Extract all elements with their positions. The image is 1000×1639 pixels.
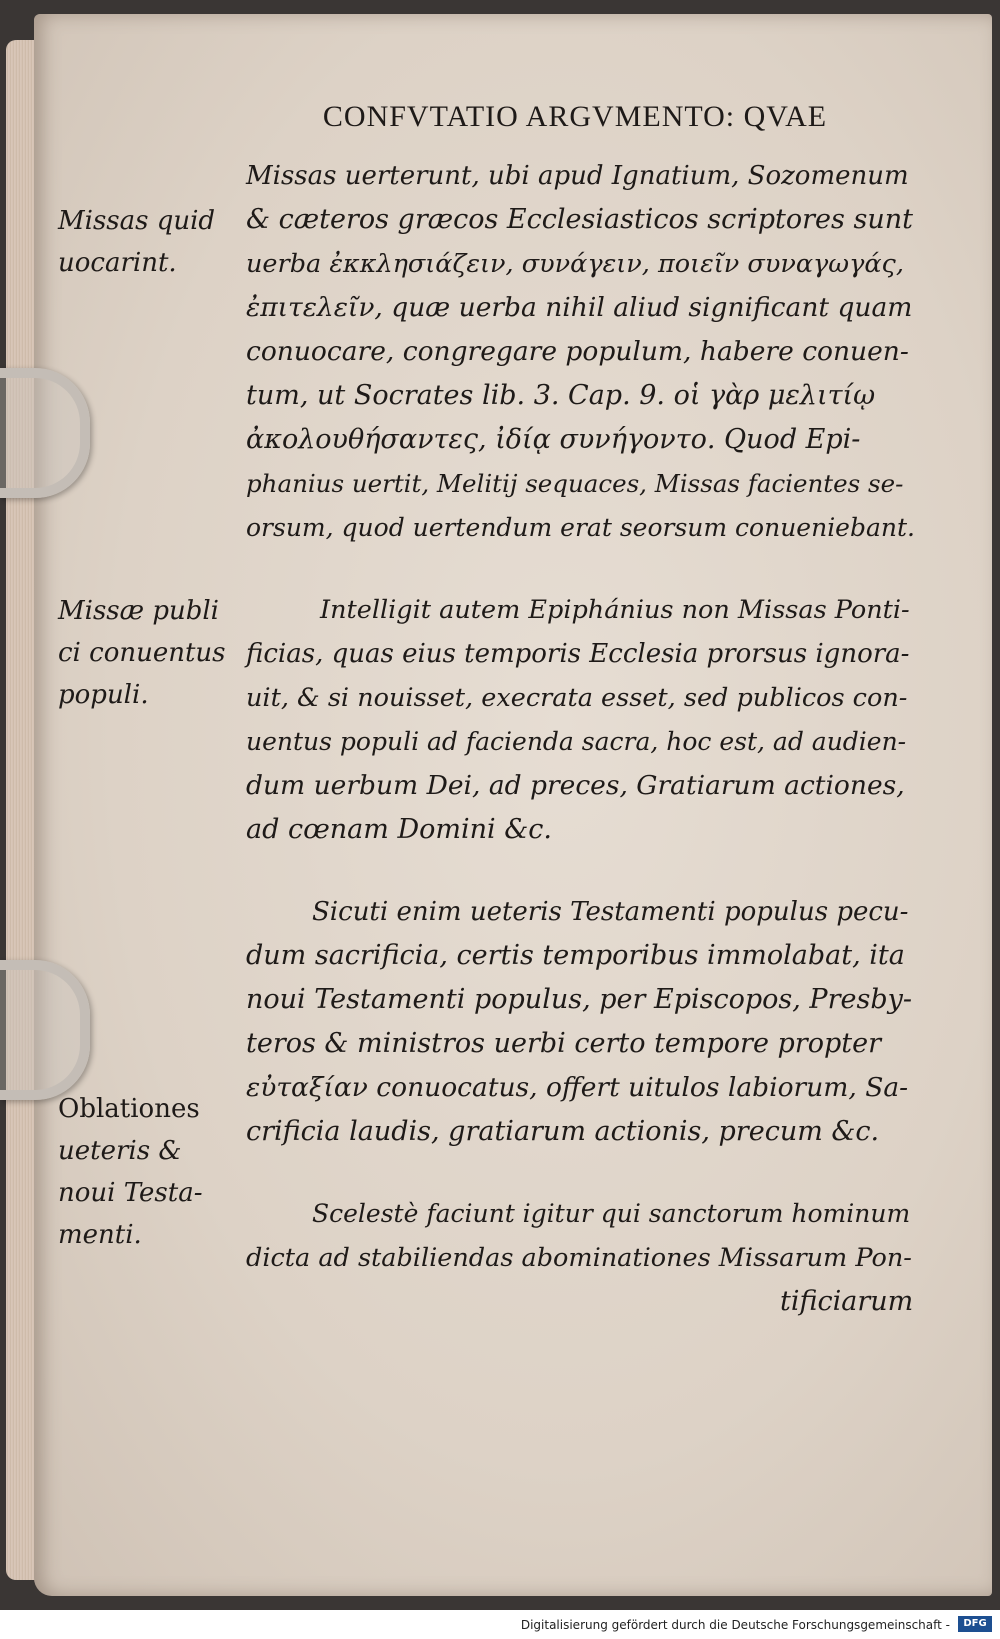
body-line: dum sacrificia, certis temporibus immolabat, ita	[246, 940, 905, 971]
margin-note: Oblationes	[58, 1094, 200, 1124]
body-line: uentus populi ad facienda sacra, hoc est, ad audien-	[246, 727, 907, 756]
margin-note: Missas quid	[58, 206, 216, 236]
body-line: Scelestè faciunt igitur qui sanctorum hominum	[312, 1199, 911, 1228]
body-line: ad cœnam Domini &c.	[246, 814, 552, 845]
catchword: tificiarum	[780, 1286, 914, 1317]
body-line: ἀκολουθήσαντες, ἰδίᾳ συνήγοντο. Quod Epi-	[246, 424, 861, 455]
dfg-logo: DFG	[958, 1616, 992, 1632]
body-line: phanius uertit, Melitij sequaces, Missas facientes se-	[246, 469, 904, 498]
paper-clip-bottom	[0, 960, 90, 1100]
body-line: uerba ἐκκλησιάζειν, συνάγειν, ποιεῖν συναγωγάς,	[246, 249, 904, 279]
body-line: crificia laudis, gratiarum actionis, precum &c.	[246, 1116, 880, 1147]
body-line: tum, ut Socrates lib. 3. Cap. 9. οἱ γὰρ μελιτίῳ	[246, 380, 876, 411]
body-line: noui Testamenti populus, per Episcopos, Presby-	[246, 984, 912, 1015]
margin-note: ci conuentus	[58, 638, 226, 668]
body-line: εὐταξίαν conuocatus, offert uitulos labiorum, Sa-	[246, 1072, 909, 1103]
margin-note: populi.	[58, 680, 149, 710]
body-line: teros & ministros uerbi certo tempore propter	[246, 1028, 881, 1059]
body-line: ficias, quas eius temporis Ecclesia prorsus ignora-	[246, 639, 910, 669]
running-header: CONFVTATIO ARGVMENTO: QVAE	[322, 100, 828, 133]
body-line: uit, & si nouisset, execrata esset, sed publicos con-	[246, 683, 908, 713]
margin-note: ueteris &	[58, 1136, 182, 1166]
body-line: Missas uerterunt, ubi apud Ignatium, Sozomenum	[246, 161, 909, 191]
body-line: dicta ad stabiliendas abominationes Missarum Pon-	[246, 1243, 912, 1273]
footer-bar	[0, 1610, 1000, 1639]
margin-note: menti.	[58, 1220, 142, 1250]
body-line: orsum, quod uertendum erat seorsum conueniebant.	[246, 513, 915, 542]
margin-note: uocarint.	[58, 248, 177, 278]
body-line: dum uerbum Dei, ad preces, Gratiarum actiones,	[246, 770, 905, 801]
paper-clip-top	[0, 368, 90, 498]
body-line: Sicuti enim ueteris Testamenti populus pecu-	[312, 897, 909, 927]
funding-credit: Digitalisierung gefördert durch die Deutsche Forschungsgemeinschaft -	[520, 1618, 950, 1632]
body-line: & cæteros græcos Ecclesiasticos scriptores sunt	[246, 204, 913, 235]
body-line: ἐπιτελεῖν, quæ uerba nihil aliud significant quam	[246, 292, 913, 323]
body-line: conuocare, congregare populum, habere conuen-	[246, 336, 909, 367]
margin-note: noui Testa-	[58, 1178, 203, 1208]
margin-note: Missæ publi	[58, 596, 219, 626]
body-line: Intelligit autem Epiphánius non Missas Ponti-	[320, 595, 910, 625]
